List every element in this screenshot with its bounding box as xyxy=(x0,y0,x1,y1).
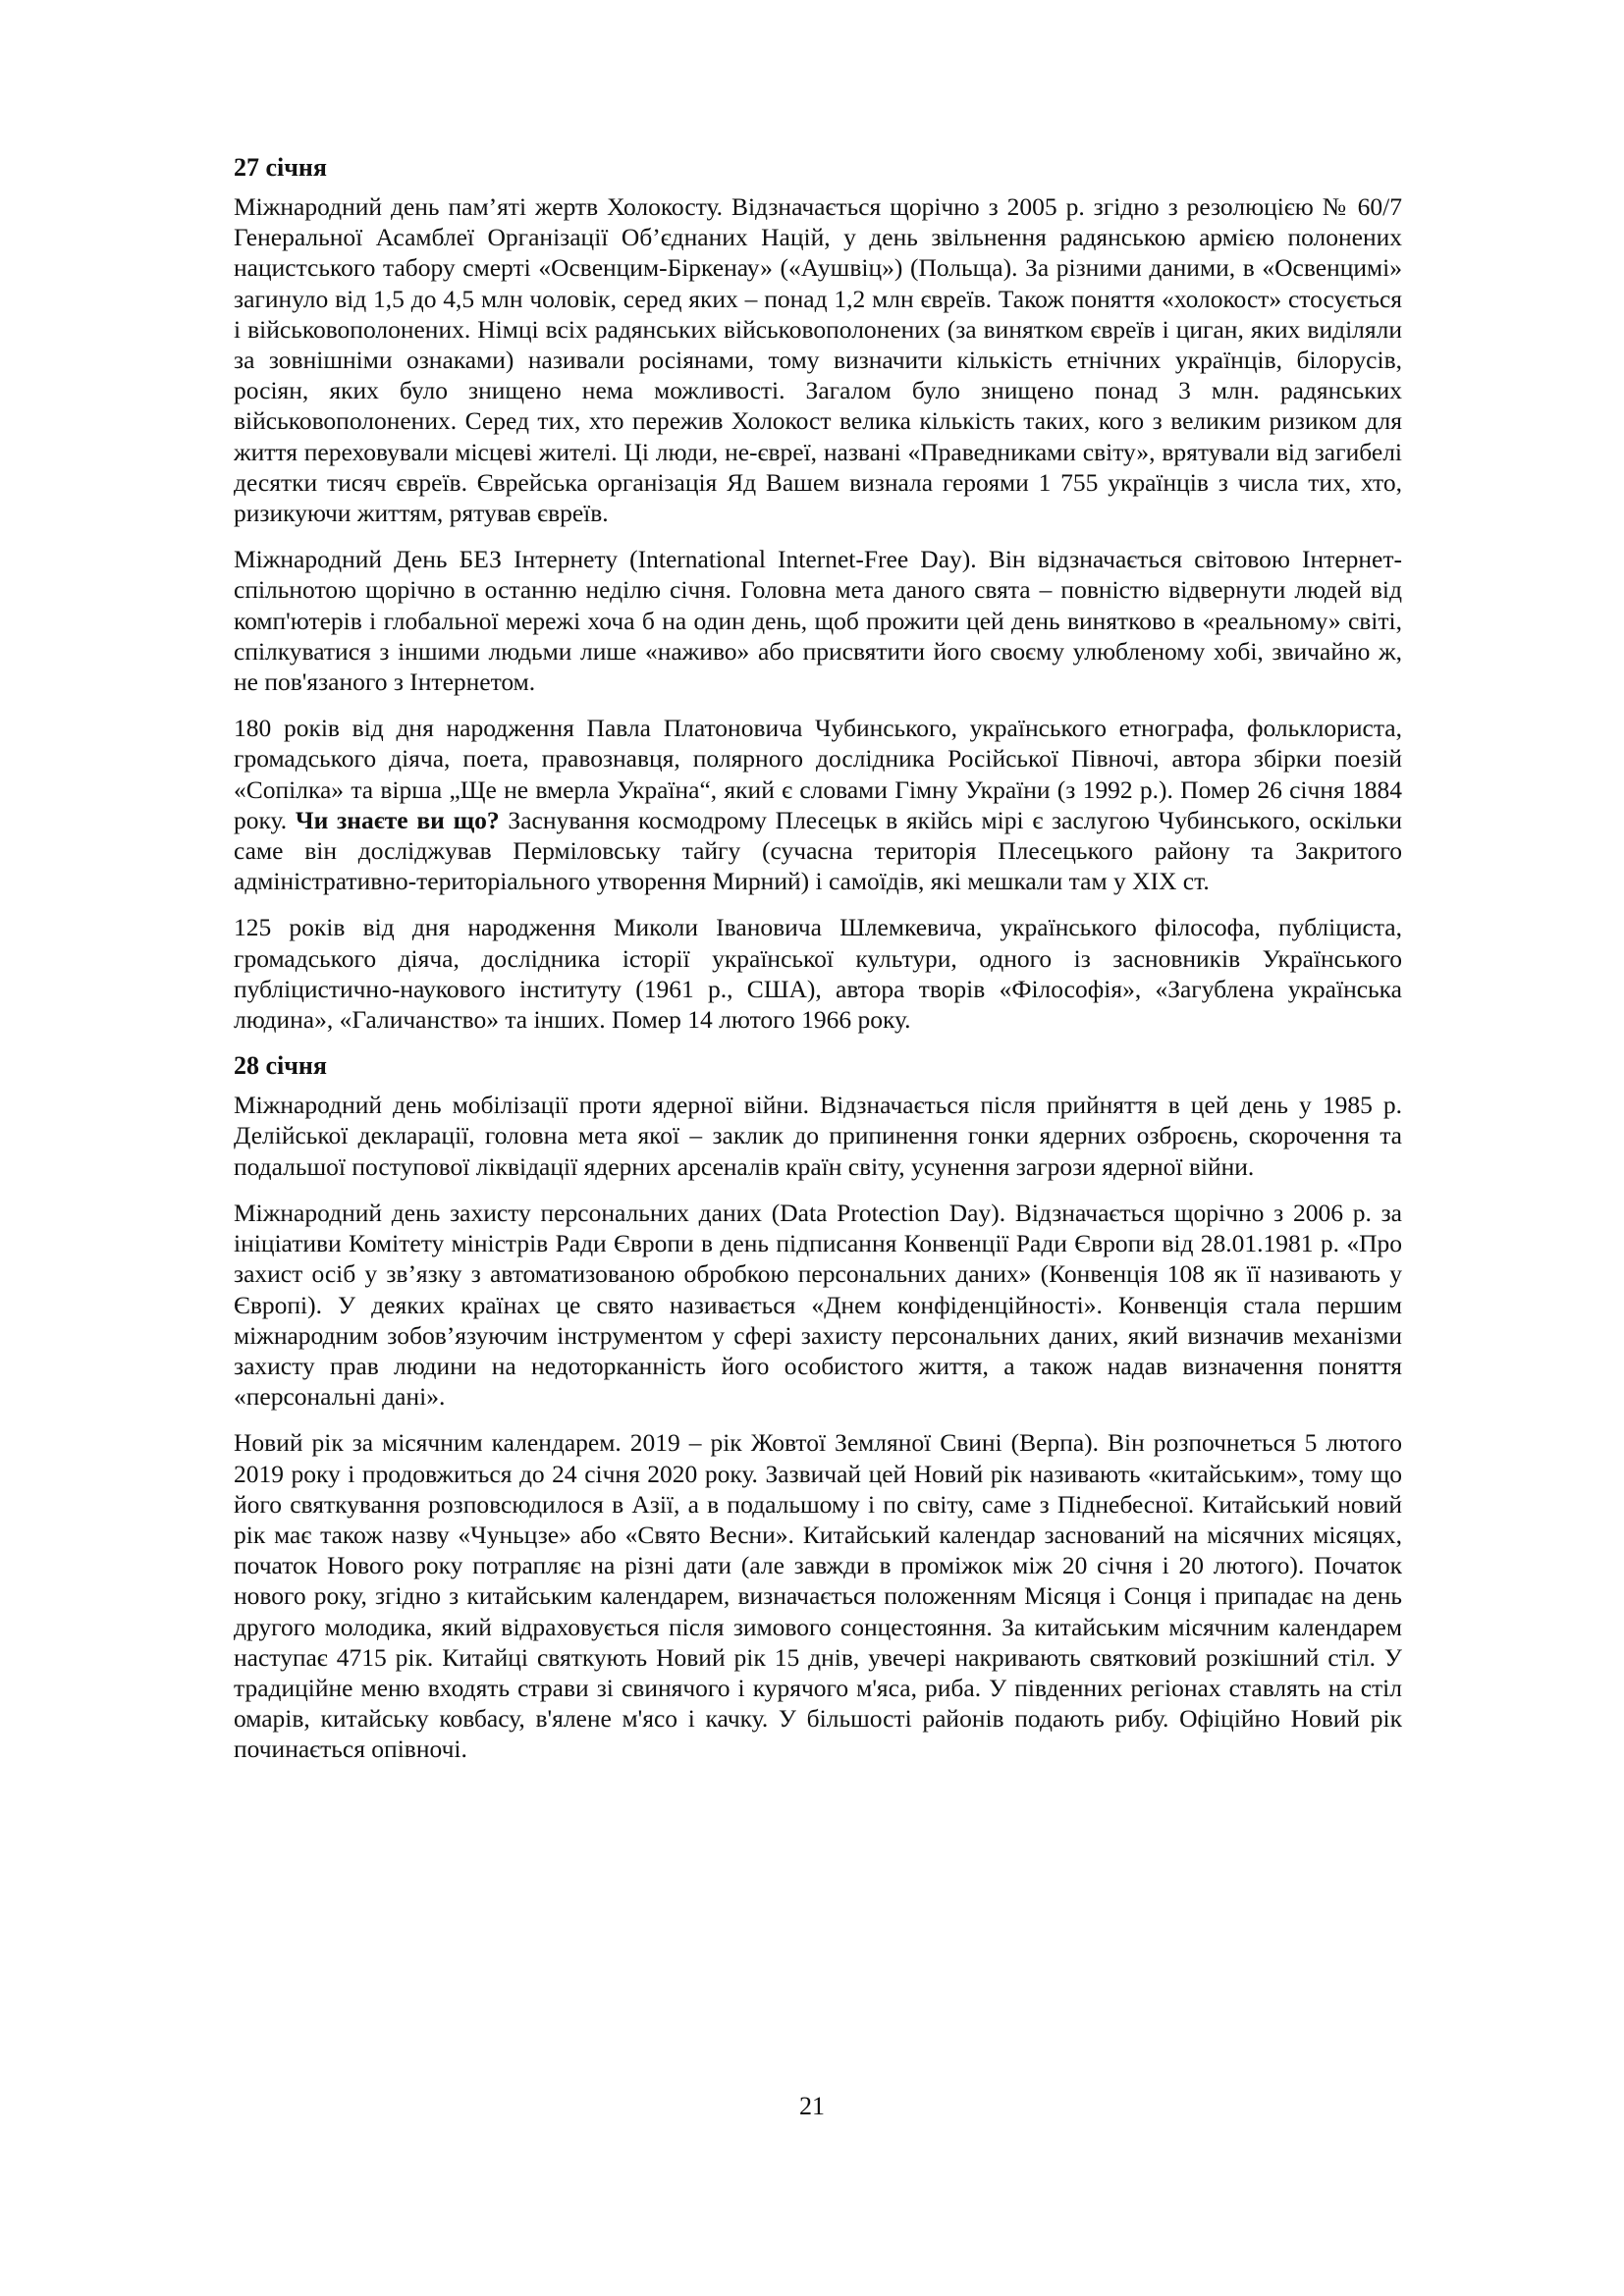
paragraph-text: 180 років від дня народження Павла Платоновича Чубинського, українського етнографа, фольклориста, громадського діяча, поета, правознавця, полярного дослідника Російської Півночі, автора збірки поезій «Сопілка» та вірша „Ще не вмерла Україна“, який є словами Гімну України (з 1992 р.). Помер 26 січня 1884 року. xyxy=(234,714,1402,834)
paragraph-lunar-new-year: Новий рік за місячним календарем. 2019 – рік Жовтої Земляної Свині (Верпа). Він розпочнеться 5 лютого 2019 року і продовжиться до 24 січня 2020 року. Зазвичай цей Новий рік називають «китайським», тому що його святкування розповсюдилося в Азії, а в подальшому і по світу, саме з Піднебесної. Китайський новий рік має також назву «Чуньцзе» або «Свято Весни». Китайський календар заснований на місячних місяцях, початок Нового року потрапляє на різні дати (але завжди в проміжок між 20 січня і 20 лютого). Початок нового року, згідно з китайським календарем, визначається положенням Місяця і Сонця і припадає на день другого молодика, який відраховується після зимового сонцестояння. За китайським місячним календарем наступає 4715 рік. Китайці святкують Новий рік 15 днів, увечері накривають святковий розкішний стіл. У традиційне меню входять страви зі свинячого і курячого м'яса, риба. У південних регіонах ставлять на стіл омарів, китайську ковбасу, в'ялене м'ясо і качку. У більшості районів подають рибу. Офіційно Новий рік починається опівночі. xyxy=(234,1428,1402,1764)
did-you-know-label: Чи знаєте ви що? xyxy=(295,805,500,834)
paragraph-shlemkevych: 125 років від дня народження Миколи Івановича Шлемкевича, українського філософа, публіциста, громадського діяча, дослідника історії української культури, одного із засновників Українського публіцистично-наукового інституту (1961 р., США), автора творів «Філософія», «Загублена українська людина», «Галичанство» та інших. Помер 14 лютого 1966 року. xyxy=(234,913,1402,1035)
section-jan-28 xyxy=(234,1050,1402,1764)
page-number: 21 xyxy=(799,2092,825,2120)
paragraph-internet-free-day: Міжнародний День БЕЗ Інтернету (International Internet-Free Day). Він відзначається світовою Інтернет-спільнотою щорічно в останню неділю січня. Головна мета даного свята – повністю відвернути людей від комп'ютерів і глобальної мережі хоча б на один день, щоб прожити цей день винятково в «реальному» світі, спілкуватися з іншими людьми лише «наживо» або присвятити його своєму улюбленому хобі, звичайно ж, не пов'язаного з Інтернетом. xyxy=(234,545,1402,697)
section-heading: 27 січня xyxy=(234,153,327,182)
paragraph-text: Заснування космодрому Плесецьк в якійсь мірі є заслугою Чубинського, оскільки саме він досліджував Перміловську тайгу (сучасна територія Плесецького району та Закритого адміністративно-територіального утворення Мирний) і самоїдів, які мешкали там у XIX ст. xyxy=(234,805,1402,896)
paragraph-data-protection-day: Міжнародний день захисту персональних даних (Data Protection Day). Відзначається щорічно з 2006 р. за ініціативи Комітету міністрів Ради Європи в день підписання Конвенції Ради Європи від 28.01.1981 р. «Про захист осіб у зв’язку з автоматизованою обробкою персональних даних» (Конвенція 108 як її називають у Європі). У деяких країнах це свято називається «Днем конфіденційності». Конвенція стала першим міжнародним зобов’язуючим інструментом у сфері захисту персональних даних, який визначив механізми захисту прав людини на недоторканність його особистого життя, а також надав визначення поняття «персональні дані». xyxy=(234,1198,1402,1412)
paragraph-holocaust-remembrance: Міжнародний день пам’яті жертв Холокосту. Відзначається щорічно з 2005 р. згідно з резолюцією № 60/7 Генеральної Асамблеї Організації Об’єднаних Націй, у день звільнення радянською армією полонених нацистського табору смерті «Освенцим-Біркенау» («Аушвіц») (Польща). За різними даними, в «Освенцимі» загинуло від 1,5 до 4,5 млн чоловік, серед яких – понад 1,2 млн євреїв. Також поняття «холокост» стосується і військовополонених. Німці всіх радянських військовополонених (за винятком євреїв і циган, яких виділяли за зовнішніми ознаками) називали росіянами, тому визначити кількість етнічних українців, білорусів, росіян, яких було знищено нема можливості. Загалом було знищено понад 3 млн. радянських військовополонених. Серед тих, хто пережив Холокост велика кількість таких, кого з великим ризиком для життя переховували місцеві жителі. Ці люди, не-євреї, названі «Праведниками світу», врятували від загибелі десятки тисяч євреїв. Єврейська організація Яд Вашем визнала героями 1 755 українців з числа тих, хто, ризикуючи життям, рятував євреїв. xyxy=(234,192,1402,528)
document-page xyxy=(234,152,1402,1781)
paragraph-anti-nuclear-day: Міжнародний день мобілізації проти ядерної війни. Відзначається після прийняття в цей день у 1985 р. Делійської декларації, головна мета якої – заклик до припинення гонки ядерних озброєнь, скорочення та подальшої поступової ліквідації ядерних арсеналів країн світу, усунення загрози ядерної війни. xyxy=(234,1091,1402,1181)
section-heading: 28 січня xyxy=(234,1051,327,1081)
section-jan-27 xyxy=(234,152,1402,1035)
paragraph-chubynsky xyxy=(234,713,1402,896)
